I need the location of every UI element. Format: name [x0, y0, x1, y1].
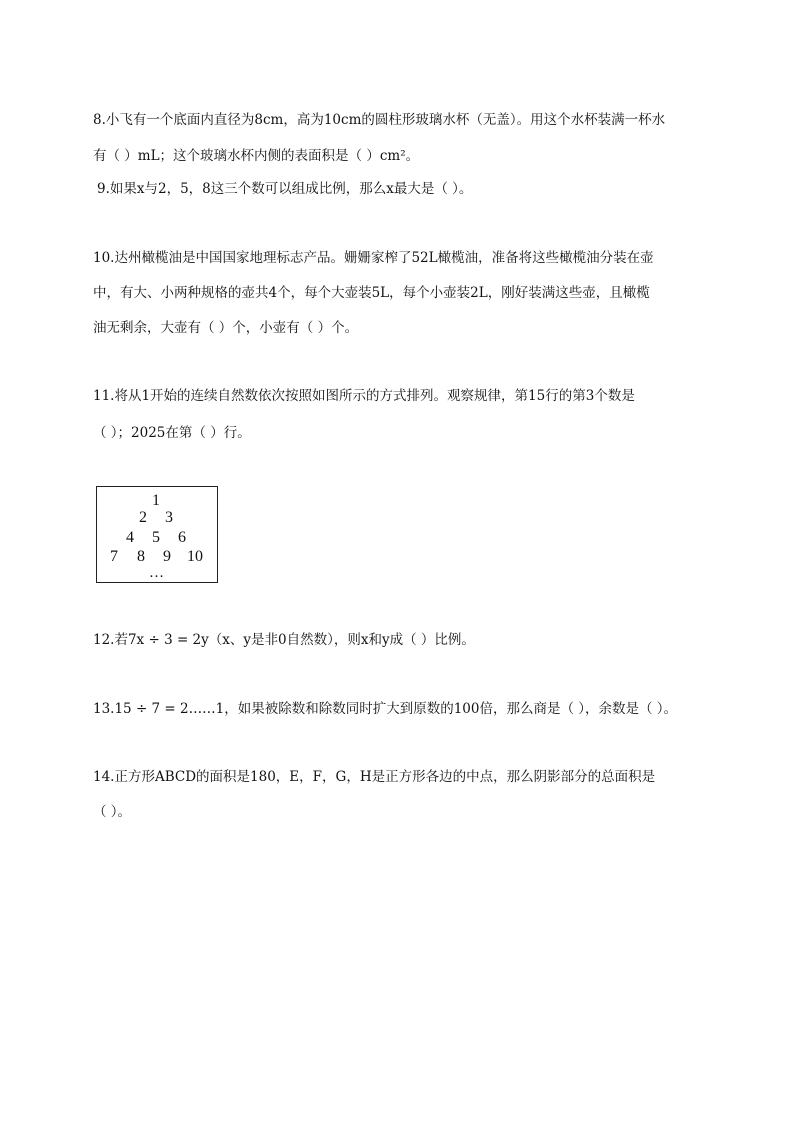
triangle-continuation-row [97, 566, 217, 584]
question-13-line-1: 13.15 ÷ 7 = 2……1，如果被除数和除数同时扩大到原数的100倍，那么商是（ ），余数是（ ）。 [93, 701, 678, 717]
triangle-row-1 [97, 492, 217, 510]
triangle-row-2 [97, 509, 217, 527]
triangle-number: 6 [178, 529, 186, 546]
question-14-line-1: 14.正方形ABCD的面积是180，E，F，G，H是正方形各边的中点，那么阴影部分的总面积是 [93, 769, 656, 785]
triangle-number: 7 [110, 548, 118, 565]
triangle-number: 1 [152, 492, 160, 509]
triangle-row-4 [97, 548, 217, 566]
question-10-line-3: 油无剩余，大壶有（ ）个，小壶有（ ）个。 [93, 320, 359, 336]
triangle-number: 2 [139, 509, 147, 526]
question-14-line-2: （ ）。 [93, 804, 132, 820]
question-9-line-1: 9.如果x与2，5，8这三个数可以组成比例，那么x最大是（ ）。 [97, 181, 473, 197]
triangle-ellipsis: … [149, 565, 163, 581]
question-10-line-2: 中，有大、小两种规格的壶共4个，每个大壶装5L，每个小壶装2L，刚好装满这些壶，且橄榄 [93, 285, 650, 301]
triangle-number: 10 [187, 548, 203, 565]
triangle-number: 8 [137, 548, 145, 565]
question-8-line-2: 有（ ）mL；这个玻璃水杯内侧的表面积是（ ）cm²。 [93, 148, 420, 164]
question-11-line-2: （ ）；2025在第（ ）行。 [93, 425, 251, 441]
triangle-number: 5 [152, 529, 160, 546]
question-11-line-1: 11.将从1开始的连续自然数依次按照如图所示的方式排列。观察规律，第15行的第3个数是 [93, 388, 635, 404]
number-triangle-figure [96, 486, 218, 583]
question-8-line-1: 8.小飞有一个底面内直径为8cm，高为10cm的圆柱形玻璃水杯（无盖）。用这个水杯装满一杯水 [93, 112, 666, 128]
triangle-number: 4 [126, 529, 134, 546]
question-12-line-1: 12.若7x ÷ 3 = 2y（x、y是非0自然数），则x和y成（ ）比例。 [93, 632, 475, 648]
triangle-number: 9 [163, 548, 171, 565]
triangle-number: 3 [165, 509, 173, 526]
question-10-line-1: 10.达州橄榄油是中国国家地理标志产品。姗姗家榨了52L橄榄油，准备将这些橄榄油分装在壶 [93, 250, 654, 266]
triangle-row-3 [97, 529, 217, 547]
